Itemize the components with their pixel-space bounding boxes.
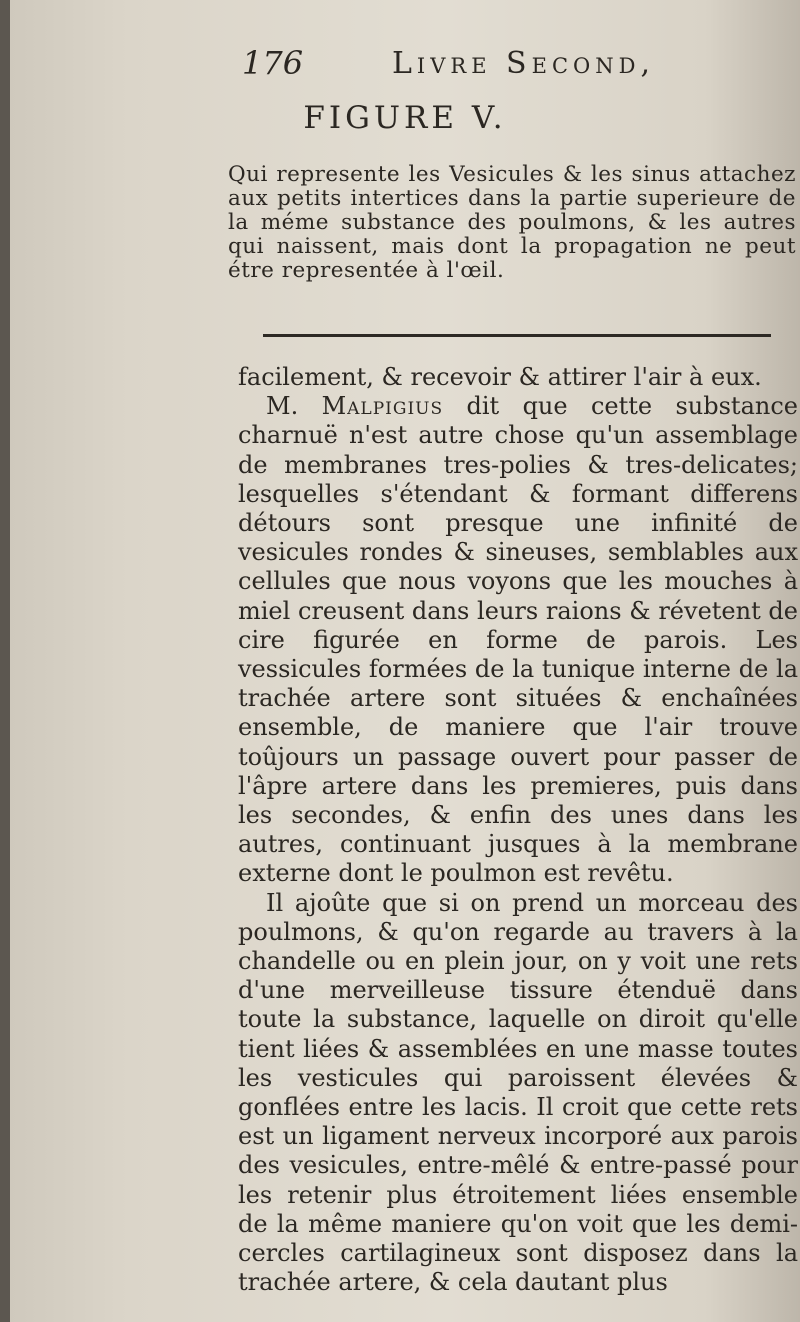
caption-text: Qui represente les Vesicules & les sinus attachez aux petits intertices dans la partie superieure de la méme substance des poulmons, & les autres qui naissent, mais dont la propagation ne peut étre representée à l'œil.	[228, 162, 796, 283]
paragraph-3: Il ajoûte que si on prend un morceau des poulmons, & qu'on regarde au travers à la chandelle ou en plein jour, on y voit une rets d'une merveilleuse tissure étenduë dans toute la substance, laquelle on diroit qu'elle tient liées & assemblées en une masse toutes les vesticules qui paroissent élevées & gonflées entre les lacis. Il croit que cette rets est un ligament nerveux incorporé aux parois des vesicules, entre-mêlé & entre-passé pour les retenir plus étroitement liées ensemble de la même maniere qu'on voit que les demi-cercles cartilagineux sont disposez dans la trachée artere, & cela dautant plus	[238, 888, 798, 1297]
body-text	[238, 363, 798, 1298]
figure-caption	[228, 163, 796, 283]
author-name: Malpigius	[321, 392, 444, 421]
paragraph-1: facilement, & recevoir & attirer l'air à eux.	[238, 363, 762, 391]
paragraph-2-prefix: M.	[266, 392, 322, 421]
running-title: Livre Second,	[392, 46, 655, 81]
horizontal-rule	[263, 334, 771, 337]
paragraph-2-text: dit que cette substance charnuë n'est autre chose qu'un assemblage de membranes tres-polies & tres-delicates; lesquelles s'étendant & formant differens détours sont presque une infinité de vesicules rondes & sineuses, semblables aux cellules que nous voyons que les mouches à miel creusent dans leurs raions & révetent de cire figurée en forme de parois. Les vessicules formées de la tunique interne de la trachée artere sont situées & enchaînées ensemble, de maniere que l'air trouve toûjours un passage ouvert pour passer de l'âpre artere dans les premieres, puis dans les secondes, & enfin des unes dans les autres, continuant jusques à la membrane externe dont le poulmon est revêtu.	[238, 392, 798, 888]
figure-title: FIGURE V.	[303, 100, 507, 136]
book-page	[10, 0, 800, 1322]
running-head	[242, 40, 722, 90]
paragraph-2	[238, 392, 798, 888]
page-number: 176	[242, 44, 304, 82]
